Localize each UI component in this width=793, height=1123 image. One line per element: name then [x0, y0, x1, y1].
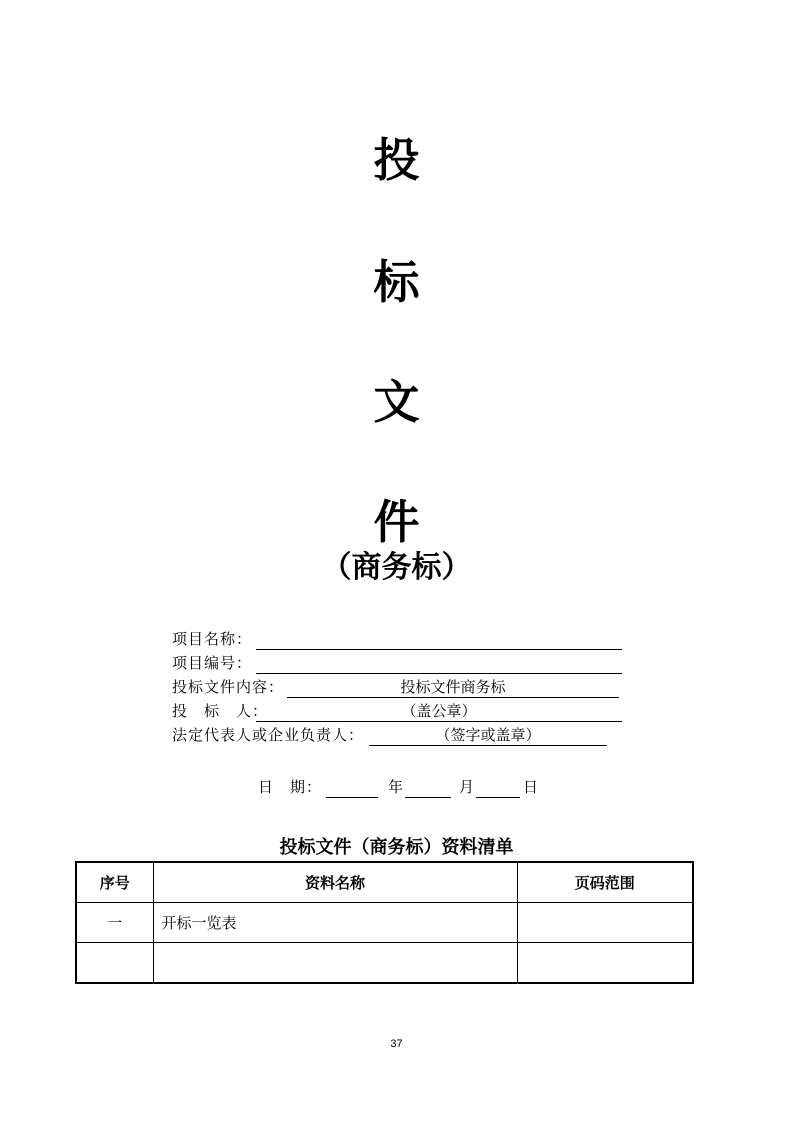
header-serial: 序号	[76, 862, 153, 903]
date-day-line[interactable]	[476, 777, 520, 798]
bidder-value[interactable]: （盖公章）	[256, 701, 622, 722]
date-day-label: 日	[523, 778, 540, 796]
project-name-line[interactable]	[256, 629, 622, 650]
page-number: 37	[390, 1038, 403, 1050]
legal-rep-label: 法定代表人或企业负责人：	[172, 726, 365, 744]
date-month-label: 月	[459, 778, 476, 796]
project-name-label: 项目名称：	[172, 630, 253, 648]
title-char-4: 件	[373, 495, 420, 549]
date-month-line[interactable]	[405, 777, 451, 798]
content-value[interactable]: 投标文件商务标	[287, 677, 619, 698]
title-char-3: 文	[373, 375, 420, 429]
row-document-name: 开标一览表	[153, 903, 517, 943]
header-page-range: 页码范围	[517, 862, 693, 903]
row-document-name[interactable]	[153, 943, 517, 984]
title-char-1: 投	[373, 133, 420, 187]
table-header-row	[76, 862, 693, 903]
document-list-table	[75, 861, 694, 984]
table-row	[76, 943, 693, 984]
legal-rep-value[interactable]: （签字或盖章）	[369, 725, 607, 746]
subtitle: （商务标）	[321, 550, 472, 585]
title-char-2: 标	[373, 255, 420, 309]
row-serial: 一	[76, 903, 153, 943]
date-label: 日 期：	[258, 778, 323, 796]
date-year-label: 年	[388, 778, 405, 796]
project-number-label: 项目编号：	[172, 654, 253, 672]
row-page-range[interactable]	[517, 903, 693, 943]
content-label: 投标文件内容：	[172, 678, 285, 696]
project-number-line[interactable]	[256, 653, 622, 674]
table-row	[76, 903, 693, 943]
header-document-name: 资料名称	[153, 862, 517, 903]
date-year-line[interactable]	[326, 777, 378, 798]
table-title: 投标文件（商务标）资料清单	[279, 837, 514, 858]
row-page-range[interactable]	[517, 943, 693, 984]
bidder-label: 投 标 人：	[172, 702, 269, 720]
row-serial	[76, 943, 153, 984]
